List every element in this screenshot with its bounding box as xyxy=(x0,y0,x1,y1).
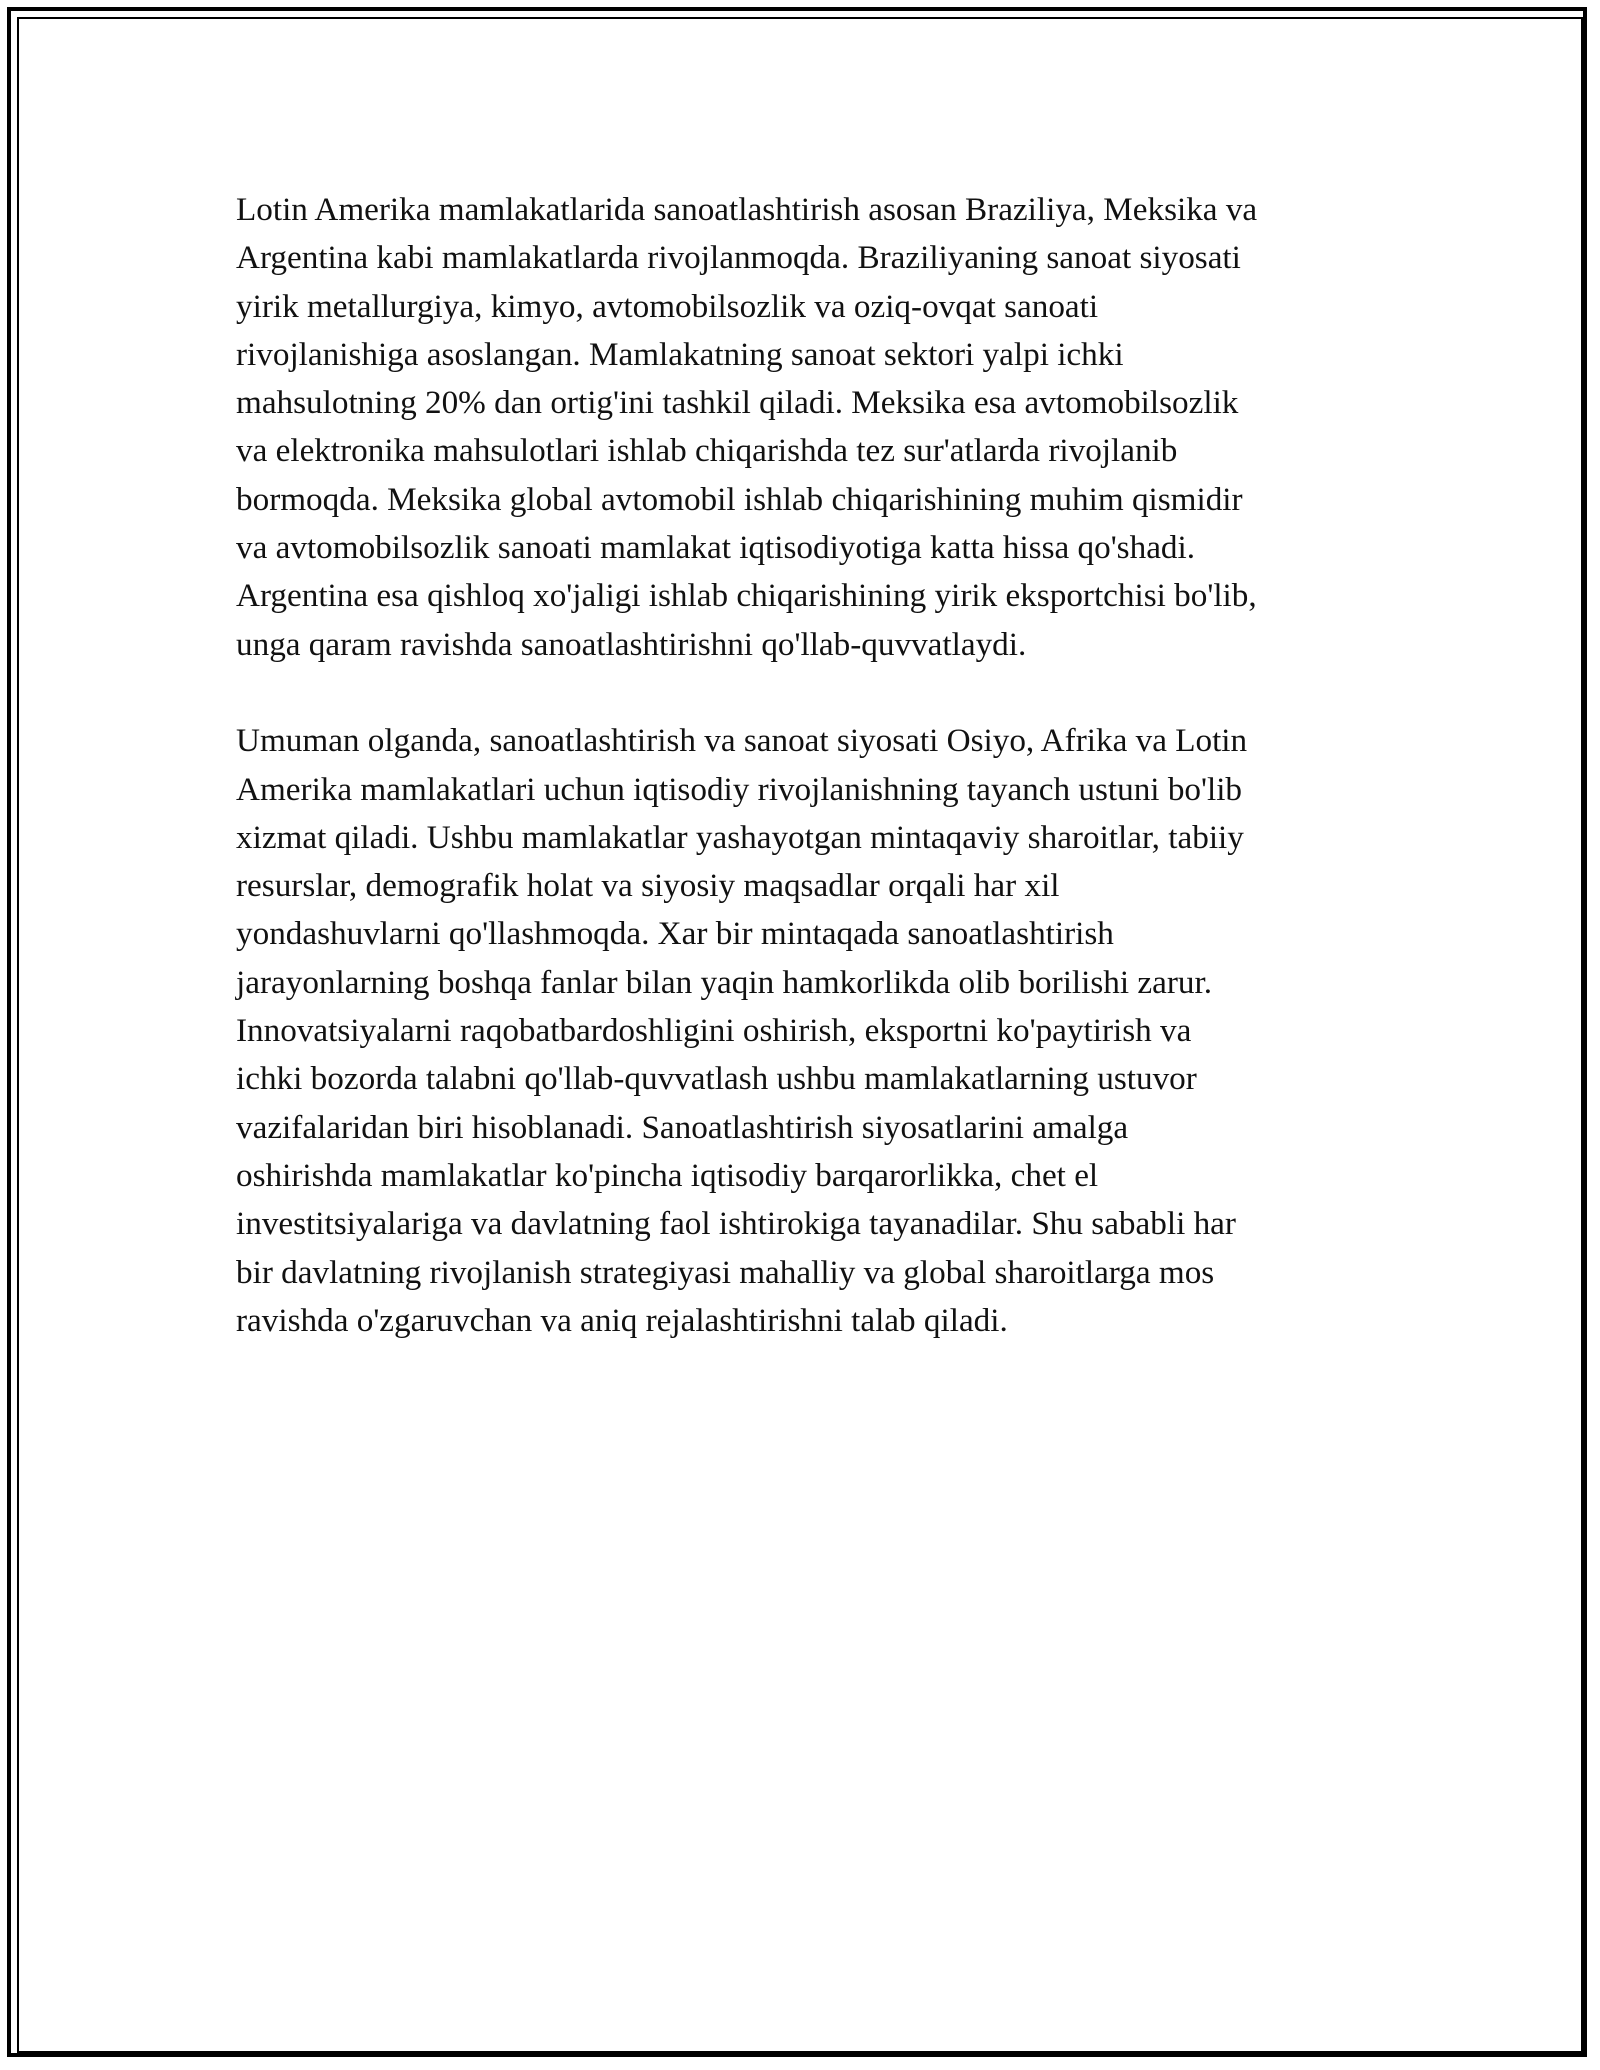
text-line: Argentina esa qishloq xo'jaligi ishlab chiqarishining yirik eksportchisi bo'lib, xyxy=(236,577,1257,615)
text-line: bormoqda. Meksika global avtomobil ishlab chiqarishining muhim qismidir xyxy=(236,480,1243,518)
text-line: unga qaram ravishda sanoatlashtirishni qo'llab-quvvatlaydi. xyxy=(236,625,1027,663)
text-line: yondashuvlarni qo'llashmoqda. Xar bir mintaqada sanoatlashtirish xyxy=(236,915,1114,953)
text-line: xizmat qiladi. Ushbu mamlakatlar yashayotgan mintaqaviy sharoitlar, tabiiy xyxy=(236,818,1244,856)
text-line: Umuman olganda, sanoatlashtirish va sanoat siyosati Osiyo, Afrika va Lotin xyxy=(236,722,1248,760)
text-line: oshirishda mamlakatlar ko'pincha iqtisodiy barqarorlikka, chet el xyxy=(236,1156,1099,1194)
text-line: jarayonlarning boshqa fanlar bilan yaqin hamkorlikda olib borilishi zarur. xyxy=(236,963,1213,1001)
text-line: va elektronika mahsulotlari ishlab chiqarishda tez sur'atlarda rivojlanib xyxy=(236,432,1178,470)
text-line: Argentina kabi mamlakatlarda rivojlanmoqda. Braziliyaning sanoat siyosati xyxy=(236,239,1241,277)
text-line: mahsulotning 20% dan ortig'ini tashkil qiladi. Meksika esa avtomobilsozlik xyxy=(236,384,1239,422)
document-body xyxy=(236,186,1376,1345)
text-line: resurslar, demografik holat va siyosiy maqsadlar orqali har xil xyxy=(236,867,1060,905)
text-line: yirik metallurgiya, kimyo, avtomobilsozlik va oziq-ovqat sanoati xyxy=(236,287,1099,325)
paragraph-conclusion xyxy=(236,717,1376,1345)
text-line: bir davlatning rivojlanish strategiyasi mahalliy va global sharoitlarga mos xyxy=(236,1253,1215,1291)
text-line: vazifalaridan biri hisoblanadi. Sanoatlashtirish siyosatlarini amalga xyxy=(236,1108,1129,1146)
text-line: Amerika mamlakatlari uchun iqtisodiy rivojlanishning tayanch ustuni bo'lib xyxy=(236,770,1243,808)
text-line: va avtomobilsozlik sanoati mamlakat iqtisodiyotiga katta hissa qo'shadi. xyxy=(236,529,1196,567)
text-line: investitsiyalariga va davlatning faol ishtirokiga tayanadilar. Shu sababli har xyxy=(236,1205,1236,1243)
text-line: ravishda o'zgaruvchan va aniq rejalashtirishni talab qiladi. xyxy=(236,1301,1008,1339)
paragraph-latin-america xyxy=(236,186,1376,669)
text-line: ichki bozorda talabni qo'llab-quvvatlash ushbu mamlakatlarning ustuvor xyxy=(236,1060,1197,1098)
text-line: Innovatsiyalarni raqobatbardoshligini oshirish, eksportni ko'paytirish va xyxy=(236,1012,1192,1050)
text-line: rivojlanishiga asoslangan. Mamlakatning sanoat sektori yalpi ichki xyxy=(236,335,1124,373)
text-line: Lotin Amerika mamlakatlarida sanoatlashtirish asosan Braziliya, Meksika va xyxy=(236,191,1258,228)
